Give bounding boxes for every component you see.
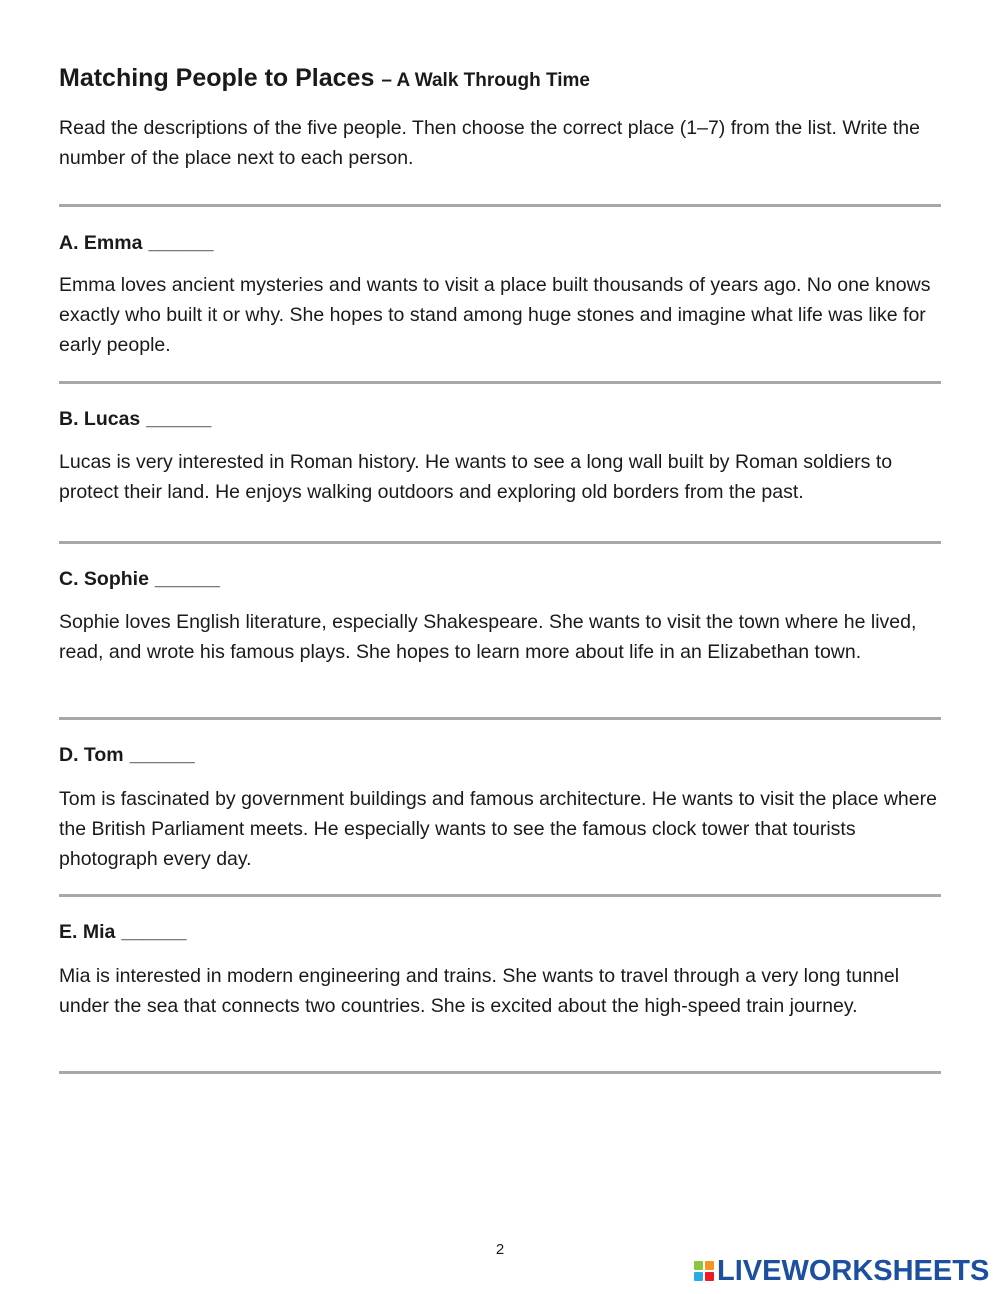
person-description-sophie: Sophie loves English literature, especially Shakespeare. She wants to visit the town where he lived, read, and wrote his famous plays. She hopes to learn more about life in an Elizabethan town. bbox=[59, 611, 917, 663]
liveworksheets-logo-icon bbox=[694, 1261, 714, 1281]
person-heading-emma bbox=[59, 229, 214, 257]
person-description-lucas: Lucas is very interested in Roman history. He wants to see a long wall built by Roman soldiers to protect their land. He enjoys walking outdoors and exploring old borders from the past. bbox=[59, 451, 893, 503]
title-subtitle: – A Walk Through Time bbox=[381, 70, 590, 91]
liveworksheets-logo[interactable] bbox=[694, 1254, 989, 1288]
answer-blank-lucas[interactable]: ______ bbox=[146, 408, 212, 430]
logo-text: LIVEWORKSHEETS bbox=[717, 1255, 990, 1287]
person-description-tom: Tom is fascinated by government buildings and famous architecture. He wants to visit the place where the British Parliament meets. He especially wants to see the famous clock tower that tourists photograph every day. bbox=[59, 788, 937, 870]
answer-blank-tom[interactable]: ______ bbox=[129, 744, 195, 766]
divider bbox=[59, 541, 941, 544]
person-description-mia: Mia is interested in modern engineering and trains. She wants to travel through a very long tunnel under the sea that connects two countries. She is excited about the high-speed train journey. bbox=[59, 965, 900, 1017]
answer-blank-sophie[interactable]: ______ bbox=[154, 568, 220, 590]
answer-blank-mia[interactable]: ______ bbox=[121, 921, 187, 943]
divider bbox=[59, 204, 941, 207]
divider bbox=[59, 894, 941, 897]
person-description-emma: Emma loves ancient mysteries and wants to visit a place built thousands of years ago. No one knows exactly who built it or why. She hopes to stand among huge stones and imagine what life was like for early people. bbox=[59, 274, 931, 356]
person-label: E. Mia bbox=[59, 921, 116, 943]
answer-blank-emma[interactable]: ______ bbox=[148, 232, 214, 254]
person-heading-mia bbox=[59, 918, 186, 946]
divider bbox=[59, 1071, 941, 1074]
person-heading-tom bbox=[59, 741, 195, 769]
person-label: A. Emma bbox=[59, 232, 143, 254]
page-number: 2 bbox=[495, 1241, 505, 1258]
person-heading-sophie bbox=[59, 565, 220, 593]
person-heading-lucas bbox=[59, 405, 211, 433]
person-label: B. Lucas bbox=[59, 408, 141, 430]
person-label: D. Tom bbox=[59, 744, 124, 766]
instructions: Read the descriptions of the five people. Then choose the correct place (1–7) from the list. Write the number of the place next to each person. bbox=[59, 117, 920, 169]
person-label: C. Sophie bbox=[59, 568, 149, 590]
divider bbox=[59, 381, 941, 384]
title-main: Matching People to Places bbox=[59, 64, 375, 92]
page-title bbox=[59, 62, 590, 97]
divider bbox=[59, 717, 941, 720]
